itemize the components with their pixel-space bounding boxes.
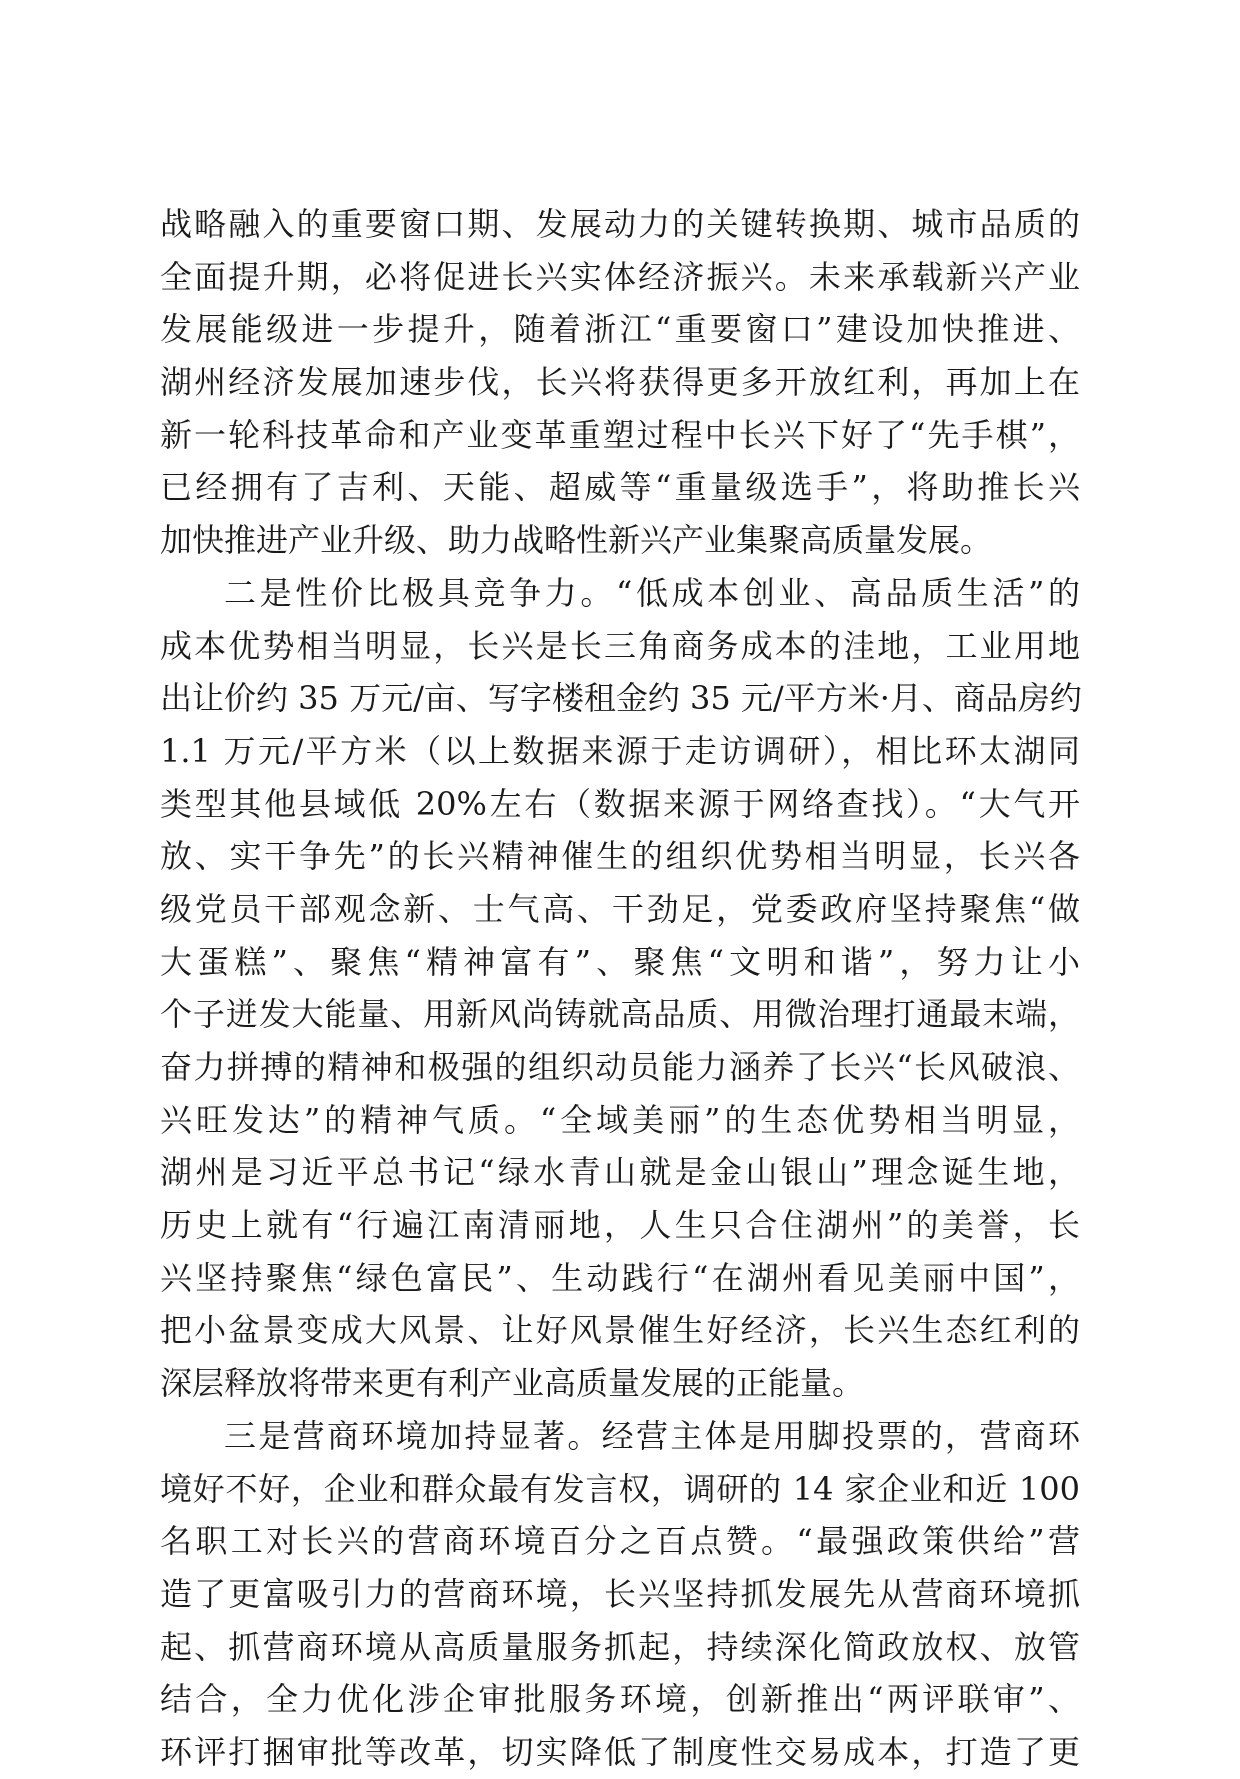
text-line: 放、实干争先”的长兴精神催生的组织优势相当明显，长兴各 [160,837,1080,876]
paragraph-3 [160,1410,1080,1779]
text-line: 已经拥有了吉利、天能、超威等“重量级选手”，将助推长兴 [160,468,1080,507]
text-line: 环评打捆审批等改革，切实降低了制度性交易成本，打造了更 [160,1732,1080,1771]
text-line: 发展能级进一步提升，随着浙江“重要窗口”建设加快推进、 [160,310,1080,349]
text-line: 类型其他县域低 20%左右（数据来源于网络查找）。“大气开 [160,784,1080,823]
text-line: 全面提升期，必将促进长兴实体经济振兴。未来承载新兴产业 [160,257,1080,296]
text-line: 1.1 万元/平方米（以上数据来源于走访调研），相比环太湖同 [160,731,1080,770]
paragraph-1 [160,198,1080,567]
text-line: 出让价约 35 万元/亩、写字楼租金约 35 元/平方米·月、商品房约 [160,679,1082,718]
text-line: 级党员干部观念新、士气高、干劲足，党委政府坚持聚焦“做 [160,889,1080,928]
text-line: 把小盆景变成大风景、让好风景催生好经济，长兴生态红利的 [160,1311,1080,1350]
text-line: 起、抓营商环境从高质量服务抓起，持续深化简政放权、放管 [160,1627,1080,1666]
text-line: 战略融入的重要窗口期、发展动力的关键转换期、城市品质的 [160,205,1080,243]
text-line: 二是性价比极具竞争力。“低成本创业、高品质生活”的 [224,573,1080,612]
text-line: 境好不好，企业和群众最有发言权，调研的 14 家企业和近 100 [160,1469,1080,1508]
text-line: 新一轮科技革命和产业变革重塑过程中长兴下好了“先手棋”， [160,415,1080,454]
text-line: 三是营商环境加持显著。经营主体是用脚投票的，营商环 [224,1416,1080,1455]
text-line: 深层释放将带来更有利产业高质量发展的正能量。 [160,1364,865,1403]
text-line: 造了更富吸引力的营商环境，长兴坚持抓发展先从营商环境抓 [160,1574,1080,1613]
text-line: 成本优势相当明显，长兴是长三角商务成本的洼地，工业用地 [160,626,1080,665]
text-line: 湖州是习近平总书记“绿水青山就是金山银山”理念诞生地， [160,1153,1080,1192]
text-line: 名职工对长兴的营商环境百分之百点赞。“最强政策供给”营 [160,1522,1080,1561]
paragraph-2 [160,567,1080,1410]
text-line: 加快推进产业升级、助力战略性新兴产业集聚高质量发展。 [160,521,993,560]
text-line: 个子迸发大能量、用新风尚铸就高品质、用微治理打通最末端， [160,995,1080,1034]
text-line: 奋力拼搏的精神和极强的组织动员能力涵养了长兴“长风破浪、 [160,1048,1080,1086]
text-line: 大蛋糕”、聚焦“精神富有”、聚焦“文明和谐”，努力让小 [160,942,1080,981]
text-line: 历史上就有“行遍江南清丽地，人生只合住湖州”的美誉，长 [160,1206,1080,1245]
text-line: 兴坚持聚焦“绿色富民”、生动践行“在湖州看见美丽中国”， [160,1258,1080,1297]
text-line: 结合，全力优化涉企审批服务环境，创新推出“两评联审”、 [160,1680,1080,1719]
text-line: 湖州经济发展加速步伐，长兴将获得更多开放红利，再加上在 [160,363,1080,402]
document-body [160,198,1080,1779]
text-line: 兴旺发达”的精神气质。“全域美丽”的生态优势相当明显， [160,1100,1080,1139]
